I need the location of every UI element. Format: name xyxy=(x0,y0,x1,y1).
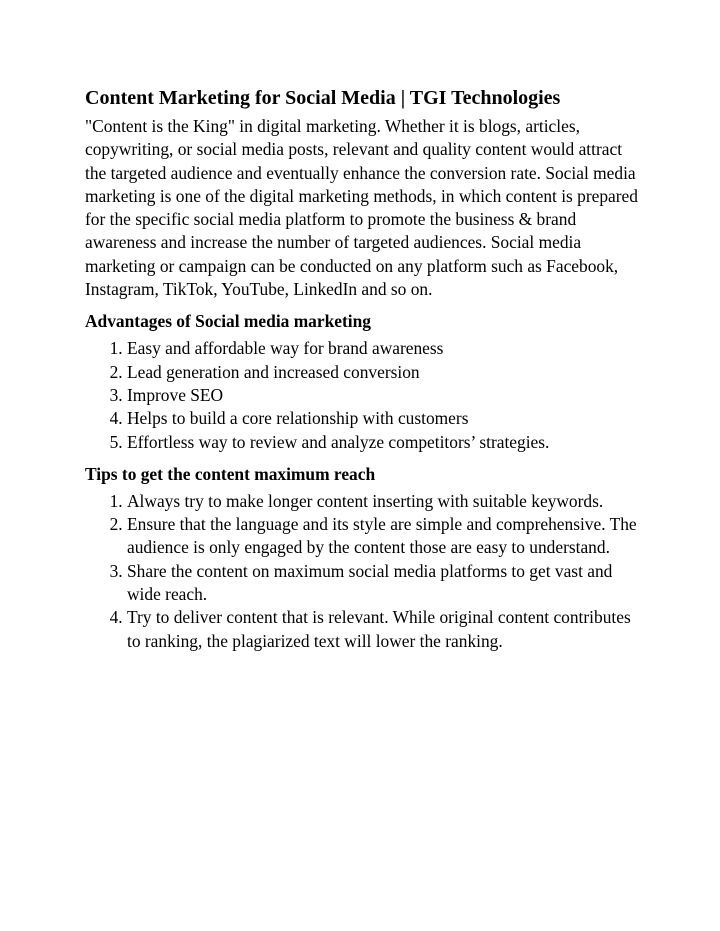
tips-heading: Tips to get the content maximum reach xyxy=(85,463,376,484)
list-item: 3. Share the content on maximum social media platforms to get vast and wide reach. xyxy=(127,560,647,607)
list-item: 4. Helps to build a core relationship with customers xyxy=(127,407,645,430)
advantages-heading: Advantages of Social media marketing xyxy=(85,311,371,332)
intro-paragraph: "Content is the King" in digital marketing. Whether it is blogs, articles, copywriting, or social media posts, relevant and quality content would attract the targeted audience and eventually enhance the conversion rate. Social media marketing is one of the digital marketing methods, in which content is prepared for the specific social media platform to promote the business & brand awareness and increase the number of targeted audiences. Social media marketing or campaign can be conducted on any platform such as Facebook, Instagram, TikTok, YouTube, LinkedIn and so on. xyxy=(85,116,638,300)
tips-list xyxy=(85,490,647,653)
list-item: 4. Try to deliver content that is relevant. While original content contributes to ranking, the plagiarized text will lower the ranking. xyxy=(127,606,647,653)
list-item: 1. Always try to make longer content inserting with suitable keywords. xyxy=(127,490,647,513)
list-item: 1. Easy and affordable way for brand awareness xyxy=(127,337,645,360)
list-item: 2. Lead generation and increased conversion xyxy=(127,361,645,384)
list-item: 2. Ensure that the language and its style are simple and comprehensive. The audience is only engaged by the content those are easy to understand. xyxy=(127,513,647,560)
document-title: Content Marketing for Social Media | TGI Technologies xyxy=(85,87,561,109)
list-item: 5. Effortless way to review and analyze competitors’ strategies. xyxy=(127,431,645,454)
list-item: 3. Improve SEO xyxy=(127,384,645,407)
document-page xyxy=(85,85,645,653)
advantages-list xyxy=(85,337,645,453)
